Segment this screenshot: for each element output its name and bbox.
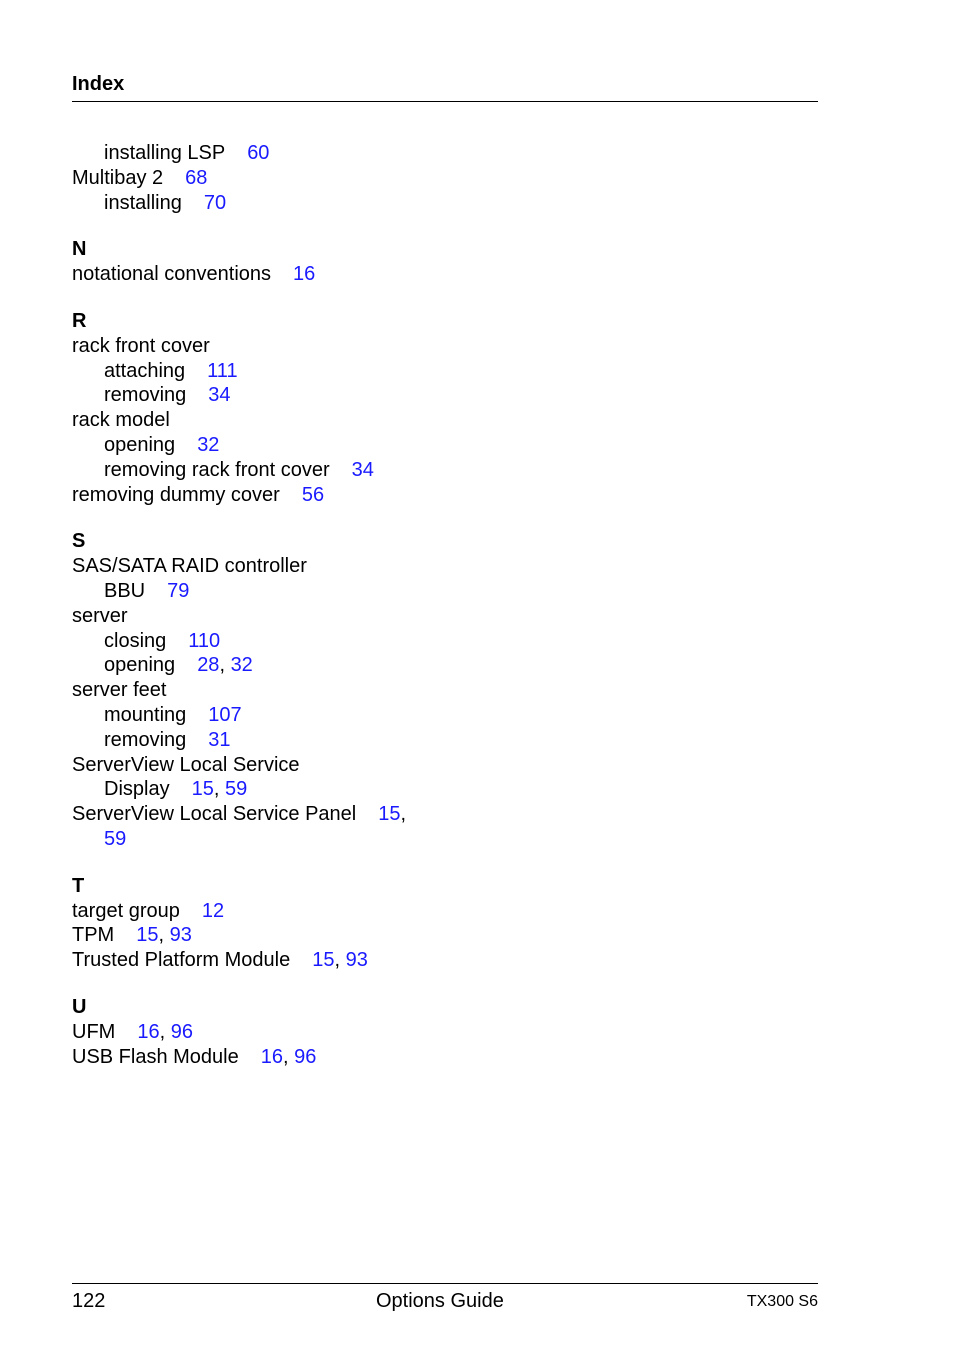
footer-divider <box>72 1283 818 1284</box>
index-entry <box>72 408 818 433</box>
index-term: SAS/SATA RAID controller <box>72 555 307 578</box>
index-term: Trusted Platform Module <box>72 949 291 972</box>
page-link[interactable]: 110 <box>188 629 221 652</box>
index-term: server feet <box>72 679 167 702</box>
page-separator: , <box>213 778 225 801</box>
index-term: Multibay 2 <box>72 166 164 189</box>
index-entry <box>72 262 818 287</box>
footer-page-number: 122 <box>72 1290 106 1312</box>
index-subentry <box>72 653 818 678</box>
page-link[interactable]: 93 <box>169 924 192 947</box>
index-subentry <box>72 728 818 753</box>
page-link[interactable]: 12 <box>201 899 225 922</box>
index-subentry <box>72 629 818 654</box>
index-entry <box>72 802 818 827</box>
index-entry <box>72 1045 818 1070</box>
page-link[interactable]: 15 <box>312 949 335 972</box>
index-subentry <box>72 458 818 483</box>
index-term: removing <box>104 728 187 751</box>
index-term: opening <box>104 433 176 456</box>
section-gap <box>72 973 818 995</box>
page-link[interactable]: 16 <box>293 263 316 286</box>
index-term: removing <box>104 384 187 407</box>
index-subentry <box>72 191 818 216</box>
index-term: server <box>72 604 128 627</box>
page-link[interactable]: 34 <box>351 458 374 481</box>
index-subentry <box>72 141 818 166</box>
page-link[interactable]: 15 <box>136 924 159 947</box>
page-link[interactable]: 34 <box>208 384 231 407</box>
index-subentry <box>72 579 818 604</box>
index-list <box>72 141 818 1069</box>
index-entry <box>72 923 818 948</box>
index-term: ServerView Local Service <box>72 753 300 776</box>
page-link[interactable]: 93 <box>345 949 368 972</box>
index-section-letter: N <box>72 238 87 261</box>
index-entry <box>72 678 818 703</box>
index-section-letter: U <box>72 995 87 1018</box>
page-link[interactable]: 107 <box>208 703 242 726</box>
index-subentry <box>72 383 818 408</box>
index-entry <box>72 554 818 579</box>
index-term: mounting <box>104 703 187 726</box>
index-term: target group <box>72 899 180 922</box>
footer-model-name: TX300 S6 <box>746 1293 818 1310</box>
index-subentry <box>72 703 818 728</box>
index-term: closing <box>104 629 167 652</box>
index-term: removing dummy cover <box>72 483 280 506</box>
index-term: attaching <box>104 359 186 382</box>
index-term: BBU <box>104 579 146 602</box>
index-entry <box>72 166 818 191</box>
page-link[interactable]: 15 <box>191 778 214 801</box>
page-separator: , <box>334 949 346 972</box>
page-link[interactable]: 96 <box>294 1045 317 1068</box>
index-term: USB Flash Module <box>72 1045 239 1068</box>
index-term: installing LSP <box>104 142 226 164</box>
index-entry <box>72 753 818 778</box>
index-term: Display <box>104 778 170 801</box>
index-entry <box>72 483 818 508</box>
index-section-letter: R <box>72 309 87 332</box>
page-link[interactable]: 59 <box>224 778 248 801</box>
index-term: notational conventions <box>72 263 272 286</box>
page-link[interactable]: 59 <box>104 827 127 850</box>
page-separator: , <box>158 924 170 947</box>
section-gap <box>72 507 818 529</box>
index-subentry <box>72 433 818 458</box>
index-section-letter: T <box>72 874 85 897</box>
index-term: installing <box>104 191 182 214</box>
index-term: UFM <box>72 1020 116 1043</box>
page-link[interactable]: 31 <box>208 728 231 751</box>
page-link[interactable]: 60 <box>247 142 270 164</box>
index-term: rack model <box>72 409 170 432</box>
index-subentry <box>72 827 818 852</box>
page-link[interactable]: 79 <box>167 579 190 602</box>
index-term: removing rack front cover <box>104 458 330 481</box>
index-term: ServerView Local Service Panel <box>72 803 357 826</box>
section-gap <box>72 852 818 874</box>
footer-guide-title: Options Guide <box>376 1290 504 1312</box>
index-term: opening <box>104 654 176 677</box>
page-link[interactable]: 16 <box>137 1020 160 1043</box>
page-link[interactable]: 32 <box>230 654 253 677</box>
index-entry <box>72 604 818 629</box>
page-separator: , <box>159 1020 171 1043</box>
index-term: rack front cover <box>72 334 210 357</box>
index-entry <box>72 1020 818 1045</box>
index-term: TPM <box>72 924 115 947</box>
page-separator: , <box>283 1045 295 1068</box>
page-separator: , <box>219 654 231 677</box>
page-link[interactable]: 16 <box>260 1045 283 1068</box>
index-subentry <box>72 359 818 384</box>
page-link[interactable]: 111 <box>207 359 238 382</box>
page-header-title: Index <box>72 73 125 95</box>
index-entry <box>72 334 818 359</box>
index-entry <box>72 899 818 924</box>
page-link[interactable]: 32 <box>197 433 220 456</box>
page-link[interactable]: 15 <box>378 803 401 826</box>
index-subentry <box>72 777 818 802</box>
page-link[interactable]: 68 <box>185 166 208 189</box>
page-separator: , <box>400 803 407 826</box>
index-section-letter: S <box>72 530 86 553</box>
section-gap <box>72 287 818 309</box>
header-divider <box>72 101 818 102</box>
page-link[interactable]: 70 <box>203 191 227 214</box>
page-link[interactable]: 28 <box>197 654 220 677</box>
section-gap <box>72 215 818 237</box>
page-link[interactable]: 96 <box>170 1020 193 1043</box>
index-entry <box>72 948 818 973</box>
page-link[interactable]: 56 <box>301 483 325 506</box>
